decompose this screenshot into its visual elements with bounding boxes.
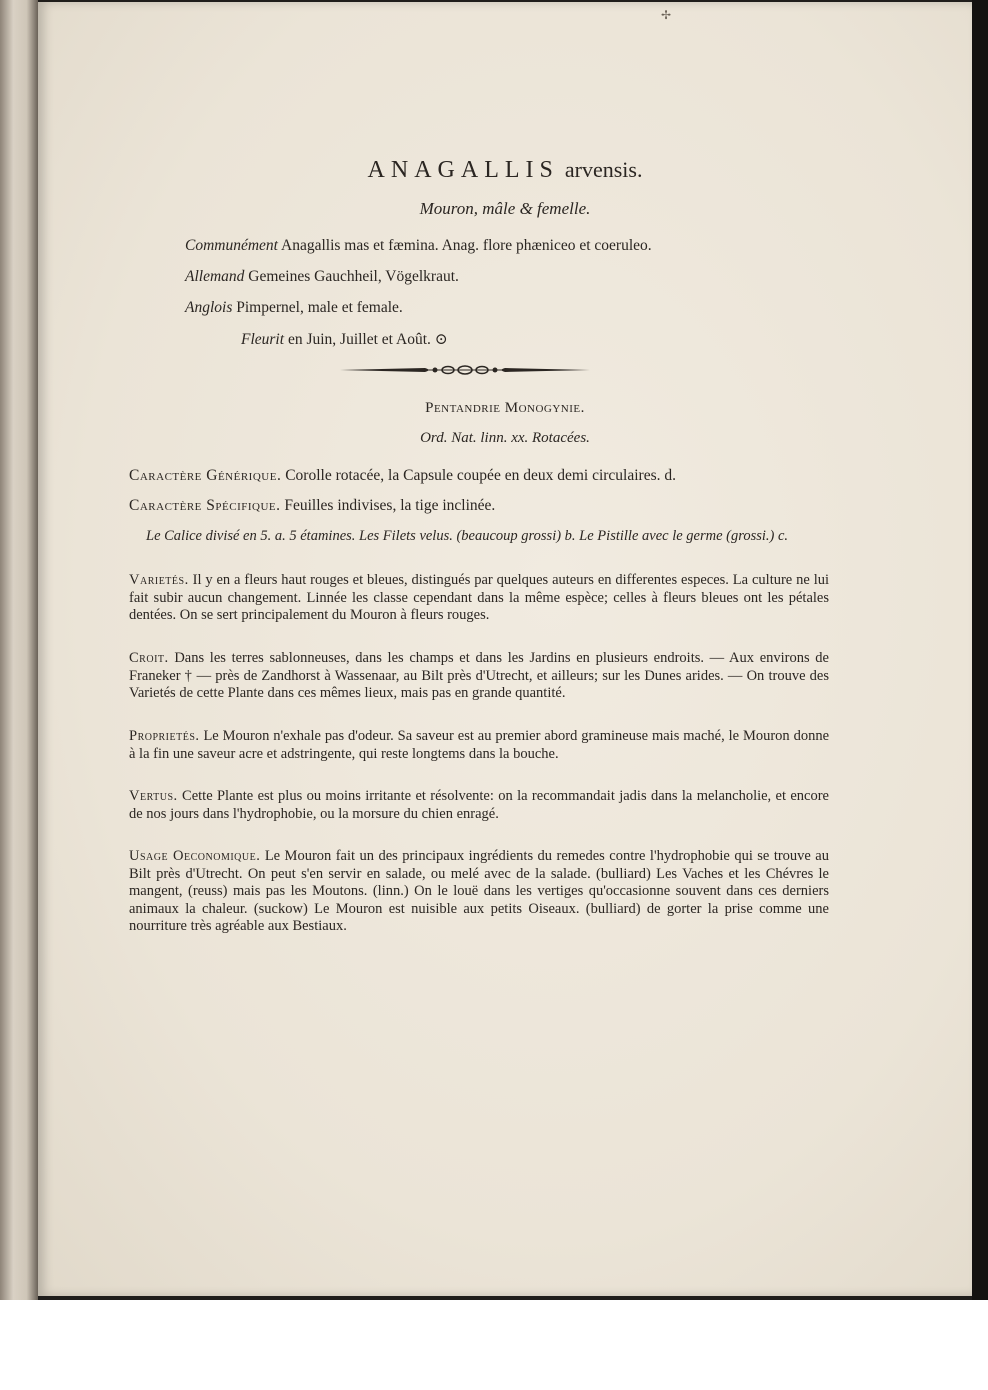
generic-label: Caractère Générique. <box>129 467 282 484</box>
flowering-line <box>241 330 448 349</box>
section-vertus <box>129 788 829 823</box>
name-label: Communément <box>185 237 278 254</box>
section-usage <box>129 848 829 936</box>
common-name-line <box>185 237 652 255</box>
genus-name: ANAGALLIS <box>367 157 559 183</box>
character-detail: Le Calice divisé en 5. a. 5 étamines. Les Filets velus. (beaucoup grossi) b. Le Pistille avec le germe (grossi.) c. <box>146 528 789 544</box>
book-left-edge <box>0 0 38 1300</box>
classification-system: Pentandrie Monogynie. <box>425 400 585 416</box>
section-label: Vertus. <box>129 788 178 804</box>
section-label: Varietés. <box>129 572 189 588</box>
section-text: Le Mouron n'exhale pas d'odeur. Sa saveur est au premier abord gramineuse mais maché, le Mouron donne à la fin une saveur acre et adstringente, qui reste longtems dans la bouche. <box>129 728 830 762</box>
section-text: Cette Plante est plus ou moins irritante et résolvente: on la recommandait jadis dans la melancholie, et encore de nos jours dans l'hydrophobie, ou la morsure du chien enragé. <box>129 788 829 822</box>
bottom-white-bar <box>0 1300 988 1390</box>
name-label: Fleurit <box>241 331 285 348</box>
page-title <box>38 157 972 184</box>
section-text: Le Mouron fait un des principaux ingrédients du remedes contre l'hydrophobie qui se trouve au Bilt près d'Utrecht. On peut s'en servir en salade, ou melé avec de la salade. (bulliard) Les Vaches et les Chévres le mangent, (reuss) mais pas les Moutons. (linn.) On le louë dans les vertiges qu'occasionne souvent dans ces derniers animaux la chaleur. (suckow) Le Mouron est nuisible aux petits Oiseaux. (bulliard) de gorter la prise comme une nourriture très agréable aux Bestiaux. <box>129 848 829 934</box>
page-subtitle: Mouron, mâle & femelle. <box>419 199 591 218</box>
name-label: Anglois <box>185 299 233 316</box>
page-mark: ✢ <box>661 8 672 22</box>
species-name: arvensis. <box>564 157 643 182</box>
section-text: Il y en a fleurs haut rouges et bleues, distingués par quelques auteurs en differentes especes. La culture ne lui fait subir aucun changement. Linnée les classe cependant dans la même espèce; celles à fleurs bleues ont les pétales dentées. On se sert principalement du Mouron à fleurs rouges. <box>129 572 829 623</box>
name-text: Gemeines Gauchheil, Vögelkraut. <box>248 268 459 285</box>
section-croit <box>129 650 829 703</box>
section-label: Proprietés. <box>129 728 200 744</box>
specific-label: Caractère Spécifique. <box>129 497 281 514</box>
ornament-divider <box>340 362 590 378</box>
book-page <box>38 2 972 1296</box>
specific-text: Feuilles indivises, la tige inclinée. <box>284 497 496 514</box>
generic-text: Corolle rotacée, la Capsule coupée en deux demi circulaires. d. <box>285 467 676 484</box>
book-right-edge <box>972 0 988 1300</box>
section-label: Usage Oeconomique. <box>129 848 261 864</box>
section-varietes <box>129 572 829 625</box>
section-label: Croit. <box>129 650 169 666</box>
classification-order: Ord. Nat. linn. xx. Rotacées. <box>420 430 590 446</box>
german-name-line <box>185 268 459 286</box>
name-label: Allemand <box>185 268 245 285</box>
english-name-line <box>185 299 403 317</box>
name-text: Pimpernel, male et female. <box>236 299 403 316</box>
specific-character <box>129 497 495 515</box>
generic-character <box>129 467 676 485</box>
name-text: Anagallis mas et fæmina. Anag. flore phæniceo et coeruleo. <box>281 237 652 254</box>
section-text: Dans les terres sablonneuses, dans les champs et dans les Jardins en plusieurs endroits. — Aux environs de Franeker † — près de Zandhorst à Wassenaar, au Bilt près d'Utrecht, et ailleurs; sur les Dunes arides. — On trouve des Varietés de cette Plante dans ces mêmes lieux, mais pas en grande quantité. <box>129 650 829 701</box>
name-text: en Juin, Juillet et Août. ⊙ <box>287 331 448 348</box>
section-proprietes <box>129 728 829 763</box>
